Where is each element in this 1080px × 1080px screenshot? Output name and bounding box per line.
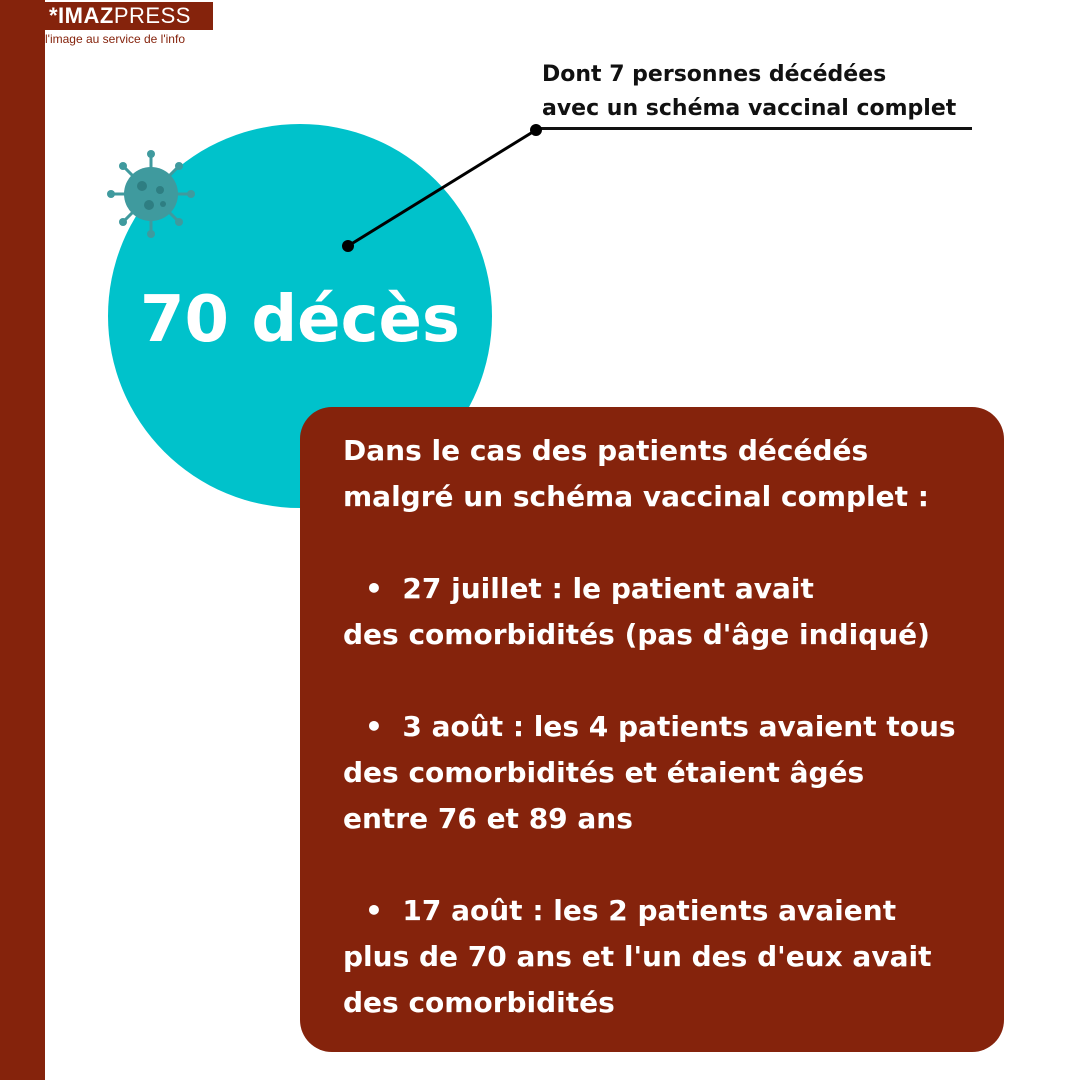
bullet-item-line: plus de 70 ans et l'un des d'eux avait <box>343 940 932 973</box>
bullet-item-line: des comorbidités <box>343 986 615 1019</box>
intro-line-2: malgré un schéma vaccinal complet : <box>343 480 929 513</box>
deaths-count: 70 décès <box>140 283 460 357</box>
intro-line-1: Dans le cas des patients décédés <box>343 434 869 467</box>
vaccinated-deaths-callout <box>542 58 982 126</box>
logo-brand-prefix: *IMAZ <box>49 3 114 28</box>
bullet-item-line: des comorbidités et étaient âgés <box>343 756 865 789</box>
bullet-icon: • <box>365 710 383 743</box>
bullet-item-lead <box>343 888 993 934</box>
bullet-lead-text: 3 août : les 4 patients avaient tous <box>402 710 956 743</box>
imazpress-logo <box>45 0 215 50</box>
logo-brand-suffix: PRESS <box>113 3 191 28</box>
callout-line-2: avec un schéma vaccinal complet <box>542 96 957 121</box>
details-text <box>343 428 993 1026</box>
callout-underline <box>535 127 972 130</box>
bullet-icon: • <box>365 894 383 927</box>
left-brand-stripe <box>0 0 45 1080</box>
bullet-item-line: des comorbidités (pas d'âge indiqué) <box>343 618 930 651</box>
callout-line-1: Dont 7 personnes décédées <box>542 62 887 87</box>
bullet-item-lead <box>343 566 993 612</box>
virus-icon <box>105 148 197 240</box>
bullet-lead-text: 17 août : les 2 patients avaient <box>402 894 897 927</box>
logo-wordmark <box>45 2 213 30</box>
bullet-lead-text: 27 juillet : le patient avait <box>402 572 814 605</box>
bullet-item-line: entre 76 et 89 ans <box>343 802 633 835</box>
bullet-icon: • <box>365 572 383 605</box>
logo-tagline: l'image au service de l'info <box>45 32 185 46</box>
bullet-item-lead <box>343 704 993 750</box>
